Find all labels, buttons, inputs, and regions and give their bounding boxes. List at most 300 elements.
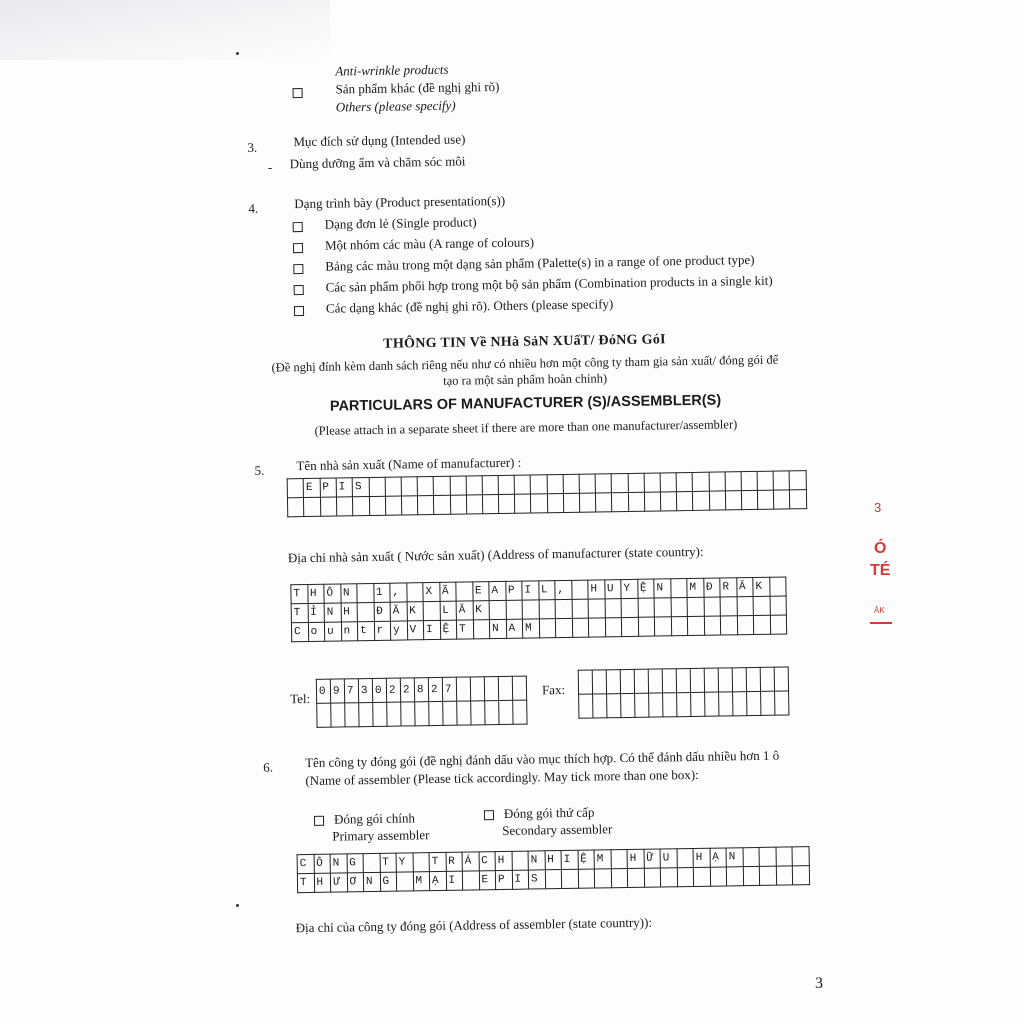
char-box[interactable]: Ă: [390, 602, 407, 621]
char-box[interactable]: [644, 868, 661, 887]
char-box[interactable]: A: [506, 619, 523, 638]
char-box[interactable]: 2: [386, 678, 400, 702]
char-box[interactable]: [760, 667, 774, 691]
char-box[interactable]: y: [390, 621, 407, 640]
char-box[interactable]: Y: [621, 579, 638, 598]
char-box[interactable]: U: [660, 849, 677, 868]
char-box[interactable]: K: [753, 577, 770, 596]
char-box[interactable]: [733, 692, 747, 716]
char-box[interactable]: [484, 677, 498, 701]
speck: [236, 904, 239, 907]
char-box[interactable]: [677, 848, 694, 867]
char-box[interactable]: u: [324, 622, 341, 641]
char-box[interactable]: Y: [396, 853, 413, 872]
char-box[interactable]: N: [654, 579, 671, 598]
char-box[interactable]: [401, 477, 417, 496]
char-box[interactable]: [359, 702, 373, 726]
char-box[interactable]: [547, 493, 563, 512]
char-box[interactable]: [572, 599, 589, 618]
char-box[interactable]: [628, 492, 644, 511]
section3-title: Mục đích sử dụng (Intended use): [293, 131, 466, 150]
char-box[interactable]: [605, 599, 622, 618]
char-box[interactable]: [317, 703, 331, 727]
char-box[interactable]: T: [456, 620, 473, 639]
char-box[interactable]: [336, 497, 353, 516]
char-box[interactable]: [732, 668, 746, 692]
primary-assembler-checkbox[interactable]: [314, 816, 324, 826]
char-box[interactable]: E: [472, 582, 489, 601]
char-box[interactable]: [482, 475, 498, 494]
char-box[interactable]: [606, 670, 620, 694]
char-box[interactable]: Ệ: [578, 850, 595, 869]
char-box[interactable]: [769, 577, 786, 596]
char-box[interactable]: [687, 616, 704, 635]
char-box[interactable]: T: [291, 604, 308, 623]
char-box[interactable]: [705, 692, 719, 716]
char-box[interactable]: [545, 870, 562, 889]
char-box[interactable]: Ô: [324, 584, 341, 603]
char-box[interactable]: [563, 493, 579, 512]
manufacturer-address-grid[interactable]: [290, 576, 787, 642]
option-others: Các dạng khác (đề nghị ghi rõ). Others (please specify): [325, 296, 614, 316]
char-box[interactable]: H: [693, 848, 710, 867]
char-box[interactable]: [753, 615, 770, 634]
char-box[interactable]: [725, 491, 741, 510]
char-box[interactable]: [456, 582, 473, 601]
char-box[interactable]: [757, 490, 773, 509]
char-box[interactable]: N: [489, 619, 506, 638]
char-box[interactable]: [482, 494, 498, 513]
char-box[interactable]: L: [538, 581, 555, 600]
char-box[interactable]: [369, 477, 385, 496]
char-box[interactable]: [588, 599, 605, 618]
char-box[interactable]: [737, 616, 754, 635]
char-box[interactable]: [345, 703, 359, 727]
char-box[interactable]: C: [479, 852, 496, 871]
char-box[interactable]: [353, 497, 370, 516]
char-box[interactable]: [592, 670, 606, 694]
char-box[interactable]: [660, 473, 676, 492]
char-box[interactable]: [539, 600, 556, 619]
char-box[interactable]: [357, 602, 374, 621]
char-box[interactable]: K: [407, 602, 424, 621]
char-box[interactable]: [770, 615, 787, 634]
char-box[interactable]: T: [297, 873, 314, 892]
char-box[interactable]: [761, 691, 775, 715]
assembler-address-label: Địa chỉ của công ty đóng gói (Address of assembler (state country)):: [295, 914, 653, 936]
section3-bullet: -: [267, 159, 273, 175]
char-box[interactable]: N: [340, 584, 357, 603]
tel-grid[interactable]: [316, 676, 528, 728]
char-box[interactable]: [579, 493, 595, 512]
char-box[interactable]: [676, 472, 692, 491]
char-box[interactable]: [687, 597, 704, 616]
char-box[interactable]: Ỉ: [308, 603, 325, 622]
char-box[interactable]: N: [363, 872, 380, 891]
char-box[interactable]: [746, 667, 760, 691]
char-box[interactable]: M: [413, 872, 430, 891]
char-box[interactable]: t: [357, 621, 374, 640]
char-box[interactable]: [773, 471, 789, 490]
char-box[interactable]: 0: [316, 679, 330, 703]
char-box[interactable]: [790, 490, 807, 509]
section6-number: 6.: [263, 759, 274, 775]
char-box[interactable]: [571, 580, 588, 599]
char-box[interactable]: Ư: [330, 873, 347, 892]
char-box[interactable]: [775, 691, 789, 715]
char-box[interactable]: 3: [358, 678, 372, 702]
char-box[interactable]: [457, 701, 471, 725]
char-box[interactable]: [725, 472, 741, 491]
char-box[interactable]: [660, 492, 676, 511]
char-box[interactable]: [741, 490, 757, 509]
char-box[interactable]: [719, 692, 733, 716]
char-box[interactable]: 7: [344, 679, 358, 703]
char-box[interactable]: [579, 694, 593, 718]
char-box[interactable]: [578, 869, 595, 888]
char-box[interactable]: 8: [414, 678, 428, 702]
char-box[interactable]: V: [407, 621, 424, 640]
char-box[interactable]: [621, 598, 638, 617]
char-box[interactable]: I: [512, 870, 529, 889]
char-box[interactable]: Ệ: [440, 620, 457, 639]
char-box[interactable]: H: [314, 873, 331, 892]
char-box[interactable]: [429, 701, 443, 725]
char-box[interactable]: [596, 493, 612, 512]
char-box[interactable]: [654, 598, 671, 617]
char-box[interactable]: H: [495, 851, 512, 870]
fax-row-1: [578, 667, 788, 694]
char-box[interactable]: [759, 866, 776, 885]
char-box[interactable]: [741, 471, 757, 490]
char-box[interactable]: [628, 473, 644, 492]
char-box[interactable]: N: [726, 848, 743, 867]
char-box[interactable]: [704, 616, 721, 635]
char-box[interactable]: [513, 700, 527, 724]
char-box[interactable]: [611, 869, 628, 888]
char-box[interactable]: [692, 472, 708, 491]
char-box[interactable]: T: [380, 853, 397, 872]
char-box[interactable]: [304, 497, 321, 516]
char-box[interactable]: H: [627, 849, 644, 868]
char-box[interactable]: 0: [372, 678, 386, 702]
char-box[interactable]: Ạ: [429, 871, 446, 890]
char-box[interactable]: I: [561, 850, 578, 869]
char-box[interactable]: 2: [428, 677, 442, 701]
char-box[interactable]: [654, 617, 671, 636]
option-single-product: Dạng đơn lẻ (Single product): [324, 214, 477, 232]
char-box[interactable]: [621, 693, 635, 717]
char-box[interactable]: [649, 693, 663, 717]
char-box[interactable]: T: [429, 852, 446, 871]
char-box[interactable]: H: [341, 603, 358, 622]
char-box[interactable]: L: [440, 601, 457, 620]
char-box[interactable]: [638, 617, 655, 636]
char-box[interactable]: N: [528, 851, 545, 870]
char-box[interactable]: Ă: [456, 601, 473, 620]
char-box[interactable]: Đ: [374, 602, 391, 621]
paper-fold: [0, 0, 330, 60]
char-box[interactable]: [605, 618, 622, 637]
char-box[interactable]: U: [604, 580, 621, 599]
char-box[interactable]: [718, 668, 732, 692]
char-box[interactable]: [671, 598, 688, 617]
char-box[interactable]: [776, 847, 793, 866]
char-box[interactable]: [704, 597, 721, 616]
char-box[interactable]: [663, 693, 677, 717]
char-box[interactable]: [555, 618, 572, 637]
char-box[interactable]: [401, 496, 417, 515]
char-box[interactable]: X: [423, 582, 440, 601]
char-box[interactable]: [539, 619, 556, 638]
char-box[interactable]: [396, 872, 413, 891]
char-box[interactable]: [287, 479, 303, 498]
char-box[interactable]: [737, 597, 754, 616]
char-box[interactable]: Ã: [439, 582, 456, 601]
char-box[interactable]: [710, 867, 727, 886]
char-box[interactable]: [485, 701, 499, 725]
combination-checkbox[interactable]: [294, 285, 304, 295]
char-box[interactable]: [470, 677, 484, 701]
char-box[interactable]: P: [495, 870, 512, 889]
char-box[interactable]: Á: [462, 852, 479, 871]
char-box[interactable]: M: [687, 578, 704, 597]
char-box[interactable]: M: [594, 850, 611, 869]
char-box[interactable]: Ă: [736, 578, 753, 597]
char-box[interactable]: [676, 669, 690, 693]
char-box[interactable]: [648, 669, 662, 693]
char-box[interactable]: [531, 475, 547, 494]
char-box[interactable]: [373, 702, 387, 726]
char-box[interactable]: [593, 694, 607, 718]
char-box[interactable]: [644, 492, 660, 511]
char-box[interactable]: [547, 474, 563, 493]
char-box[interactable]: A: [489, 581, 506, 600]
char-box[interactable]: [644, 473, 660, 492]
char-box[interactable]: ,: [555, 580, 572, 599]
char-box[interactable]: [387, 702, 401, 726]
char-box[interactable]: n: [341, 622, 358, 641]
char-box[interactable]: M: [522, 619, 539, 638]
char-box[interactable]: I: [336, 478, 353, 497]
char-box[interactable]: N: [330, 854, 347, 873]
char-box[interactable]: [770, 596, 787, 615]
char-box[interactable]: [709, 472, 725, 491]
char-box[interactable]: [423, 601, 440, 620]
char-box[interactable]: [498, 475, 514, 494]
char-box[interactable]: [594, 869, 611, 888]
char-box[interactable]: [415, 702, 429, 726]
char-box[interactable]: H: [307, 584, 324, 603]
char-box[interactable]: C: [291, 623, 308, 642]
char-box[interactable]: [611, 850, 628, 869]
char-box[interactable]: [634, 669, 648, 693]
char-box[interactable]: I: [423, 620, 440, 639]
char-box[interactable]: E: [303, 478, 320, 497]
char-box[interactable]: [515, 494, 531, 513]
char-box[interactable]: [369, 496, 385, 515]
char-box[interactable]: [385, 477, 401, 496]
char-box[interactable]: [499, 700, 513, 724]
char-box[interactable]: [693, 867, 710, 886]
char-box[interactable]: [443, 701, 457, 725]
char-box[interactable]: R: [720, 578, 737, 597]
char-box[interactable]: [690, 668, 704, 692]
char-box[interactable]: [579, 474, 595, 493]
char-box[interactable]: [433, 476, 449, 495]
char-box[interactable]: [563, 474, 579, 493]
char-box[interactable]: [531, 494, 547, 513]
char-box[interactable]: [462, 871, 479, 890]
char-box[interactable]: [588, 618, 605, 637]
char-box[interactable]: [450, 495, 466, 514]
char-box[interactable]: [671, 617, 688, 636]
char-box[interactable]: [357, 583, 374, 602]
char-box[interactable]: I: [446, 871, 463, 890]
char-box[interactable]: [489, 600, 506, 619]
char-box[interactable]: [753, 596, 770, 615]
char-box[interactable]: [466, 495, 482, 514]
char-box[interactable]: [774, 667, 788, 691]
char-box[interactable]: [607, 694, 621, 718]
char-box[interactable]: r: [374, 621, 391, 640]
char-box[interactable]: [498, 494, 514, 513]
char-box[interactable]: [774, 490, 790, 509]
char-box[interactable]: [522, 600, 539, 619]
char-box[interactable]: Đ: [703, 578, 720, 597]
char-box[interactable]: G: [380, 872, 397, 891]
char-box[interactable]: [512, 851, 529, 870]
char-box[interactable]: P: [320, 478, 337, 497]
char-box[interactable]: [677, 693, 691, 717]
char-box[interactable]: o: [308, 622, 325, 641]
char-box[interactable]: N: [324, 603, 341, 622]
char-box[interactable]: H: [545, 851, 562, 870]
char-box[interactable]: [363, 853, 380, 872]
char-box[interactable]: [473, 620, 490, 639]
char-box[interactable]: K: [473, 601, 490, 620]
char-box[interactable]: [792, 866, 809, 885]
char-box[interactable]: Ữ: [644, 849, 661, 868]
others-presentation-checkbox[interactable]: [294, 306, 304, 316]
char-box[interactable]: [743, 866, 760, 885]
char-box[interactable]: ,: [390, 583, 407, 602]
char-box[interactable]: [561, 869, 578, 888]
char-box[interactable]: [776, 866, 793, 885]
char-box[interactable]: Ạ: [710, 848, 727, 867]
char-box[interactable]: [331, 703, 345, 727]
char-box[interactable]: [572, 618, 589, 637]
char-box[interactable]: [704, 668, 718, 692]
char-box[interactable]: [660, 868, 677, 887]
char-box[interactable]: 7: [442, 677, 456, 701]
char-box[interactable]: [670, 579, 687, 598]
char-box[interactable]: [677, 491, 693, 510]
char-box[interactable]: P: [505, 581, 522, 600]
char-box[interactable]: [726, 867, 743, 886]
secondary-assembler-checkbox[interactable]: [484, 810, 494, 820]
char-box[interactable]: T: [291, 585, 308, 604]
char-box[interactable]: [709, 491, 725, 510]
char-box[interactable]: E: [479, 871, 496, 890]
char-box[interactable]: Ô: [314, 854, 331, 873]
other-products-checkbox[interactable]: [293, 88, 303, 98]
char-box[interactable]: [759, 847, 776, 866]
char-box[interactable]: [471, 701, 485, 725]
char-box[interactable]: [792, 847, 809, 866]
char-box[interactable]: [578, 670, 592, 694]
speck: [236, 52, 239, 55]
char-box[interactable]: [627, 868, 644, 887]
stamp-rule: [870, 622, 892, 624]
char-box[interactable]: [611, 473, 627, 492]
char-box[interactable]: [385, 496, 401, 515]
single-product-checkbox[interactable]: [293, 222, 303, 232]
char-box[interactable]: 9: [330, 679, 344, 703]
char-box[interactable]: [612, 492, 628, 511]
char-box[interactable]: R: [446, 852, 463, 871]
char-box[interactable]: [743, 847, 760, 866]
char-box[interactable]: [401, 702, 415, 726]
char-box[interactable]: [620, 669, 634, 693]
char-box[interactable]: [555, 599, 572, 618]
char-box[interactable]: S: [352, 478, 369, 497]
char-box[interactable]: [720, 616, 737, 635]
manufacturer-name-grid[interactable]: [287, 470, 808, 517]
char-box[interactable]: [720, 597, 737, 616]
char-box[interactable]: [747, 691, 761, 715]
char-box[interactable]: [450, 476, 466, 495]
assembler-name-grid[interactable]: [297, 846, 810, 893]
fax-grid[interactable]: [578, 666, 790, 718]
char-box[interactable]: [514, 475, 530, 494]
char-box[interactable]: 1: [373, 583, 390, 602]
char-box[interactable]: [691, 692, 705, 716]
char-box[interactable]: [662, 669, 676, 693]
char-box[interactable]: [677, 867, 694, 886]
char-box[interactable]: [320, 497, 337, 516]
char-box[interactable]: I: [522, 581, 539, 600]
char-box[interactable]: H: [588, 580, 605, 599]
char-box[interactable]: [287, 498, 303, 517]
char-box[interactable]: [693, 491, 709, 510]
char-box[interactable]: [413, 853, 430, 872]
char-box[interactable]: [621, 617, 638, 636]
char-box[interactable]: [466, 476, 482, 495]
char-box[interactable]: [418, 496, 434, 515]
char-box[interactable]: 2: [400, 678, 414, 702]
palette-checkbox[interactable]: [293, 264, 303, 274]
char-box[interactable]: [757, 471, 773, 490]
char-box[interactable]: [635, 693, 649, 717]
char-box[interactable]: S: [528, 870, 545, 889]
char-box[interactable]: Ệ: [637, 579, 654, 598]
char-box[interactable]: [498, 676, 512, 700]
char-box[interactable]: C: [297, 854, 314, 873]
char-box[interactable]: [790, 471, 807, 490]
char-box[interactable]: [417, 477, 433, 496]
char-box[interactable]: [506, 600, 523, 619]
char-box[interactable]: G: [347, 854, 364, 873]
char-box[interactable]: [456, 677, 470, 701]
char-box[interactable]: [595, 474, 611, 493]
char-box[interactable]: [434, 495, 450, 514]
char-box[interactable]: Ơ: [347, 873, 364, 892]
char-box[interactable]: [406, 583, 423, 602]
char-box[interactable]: [638, 598, 655, 617]
char-box[interactable]: [512, 676, 526, 700]
range-colours-checkbox[interactable]: [293, 243, 303, 253]
